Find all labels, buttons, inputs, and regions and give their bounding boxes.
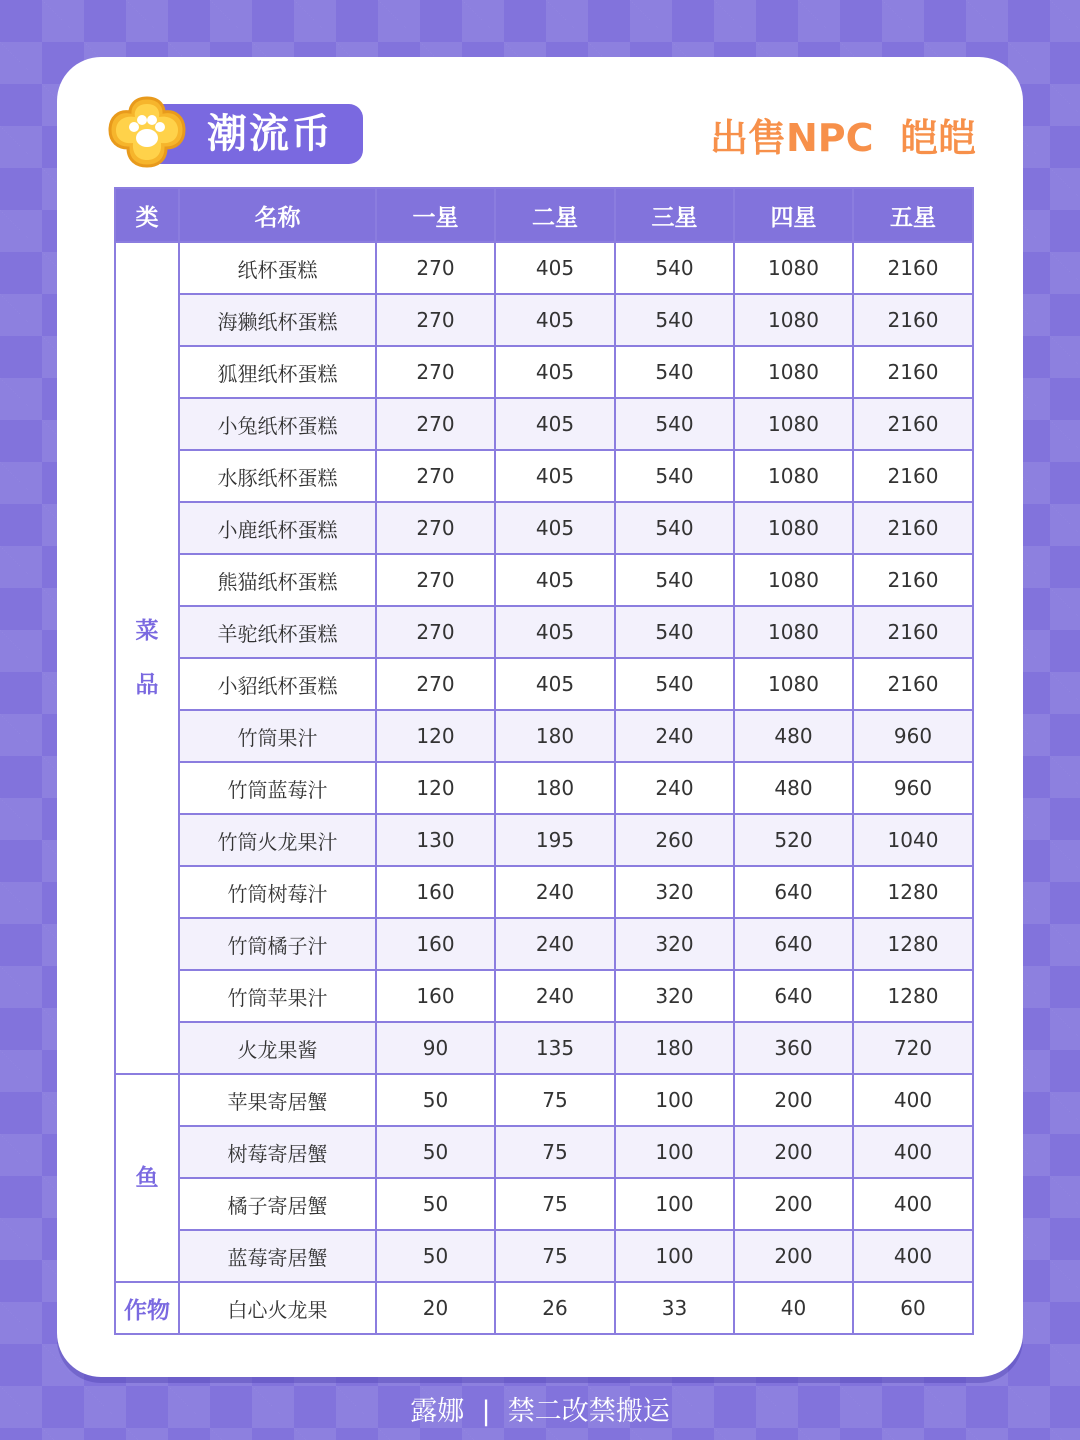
price-cell: 540 — [615, 294, 734, 346]
price-cell: 200 — [734, 1178, 853, 1230]
table-row — [115, 918, 973, 970]
item-name-cell: 熊猫纸杯蛋糕 — [179, 554, 376, 606]
price-cell: 1040 — [853, 814, 973, 866]
item-name-cell: 白心火龙果 — [179, 1282, 376, 1334]
price-cell: 1080 — [734, 346, 853, 398]
item-name-cell: 火龙果酱 — [179, 1022, 376, 1074]
item-name-cell: 水豚纸杯蛋糕 — [179, 450, 376, 502]
price-cell: 270 — [376, 502, 495, 554]
price-cell: 270 — [376, 398, 495, 450]
footer-author: 露娜 — [410, 1396, 465, 1427]
table-row — [115, 502, 973, 554]
price-cell: 100 — [615, 1178, 734, 1230]
price-cell: 400 — [853, 1230, 973, 1282]
price-cell: 100 — [615, 1230, 734, 1282]
price-cell: 20 — [376, 1282, 495, 1334]
item-name-cell: 竹筒蓝莓汁 — [179, 762, 376, 814]
footer-separator: | — [481, 1396, 491, 1427]
price-cell: 120 — [376, 762, 495, 814]
price-cell: 50 — [376, 1074, 495, 1126]
table-row — [115, 1178, 973, 1230]
price-cell: 240 — [495, 970, 615, 1022]
price-cell: 180 — [495, 710, 615, 762]
table-row — [115, 866, 973, 918]
table-row — [115, 1074, 973, 1126]
category-cell: 鱼 — [115, 1074, 179, 1282]
price-cell: 1080 — [734, 294, 853, 346]
price-cell: 320 — [615, 918, 734, 970]
table-row — [115, 1126, 973, 1178]
price-cell: 405 — [495, 554, 615, 606]
price-cell: 540 — [615, 502, 734, 554]
price-cell: 480 — [734, 762, 853, 814]
price-cell: 270 — [376, 554, 495, 606]
price-cell: 33 — [615, 1282, 734, 1334]
page-title: 潮流币 — [207, 111, 333, 157]
column-header: 三星 — [615, 188, 734, 242]
price-cell: 200 — [734, 1074, 853, 1126]
price-cell: 2160 — [853, 294, 973, 346]
table-row — [115, 294, 973, 346]
price-cell: 240 — [615, 710, 734, 762]
price-cell: 160 — [376, 866, 495, 918]
column-header: 二星 — [495, 188, 615, 242]
price-cell: 540 — [615, 554, 734, 606]
item-name-cell: 羊驼纸杯蛋糕 — [179, 606, 376, 658]
price-cell: 2160 — [853, 242, 973, 294]
price-cell: 1080 — [734, 242, 853, 294]
table-row — [115, 606, 973, 658]
price-cell: 405 — [495, 398, 615, 450]
price-cell: 540 — [615, 242, 734, 294]
price-cell: 640 — [734, 866, 853, 918]
price-cell: 405 — [495, 294, 615, 346]
item-name-cell: 竹筒树莓汁 — [179, 866, 376, 918]
column-header: 五星 — [853, 188, 973, 242]
price-cell: 26 — [495, 1282, 615, 1334]
item-name-cell: 狐狸纸杯蛋糕 — [179, 346, 376, 398]
table-row — [115, 398, 973, 450]
price-cell: 1080 — [734, 450, 853, 502]
table-row — [115, 762, 973, 814]
price-table — [114, 187, 974, 1335]
price-cell: 50 — [376, 1178, 495, 1230]
column-header: 四星 — [734, 188, 853, 242]
price-cell: 540 — [615, 398, 734, 450]
price-cell: 160 — [376, 918, 495, 970]
price-cell: 1280 — [853, 866, 973, 918]
table-row — [115, 1022, 973, 1074]
price-cell: 270 — [376, 242, 495, 294]
price-cell: 400 — [853, 1178, 973, 1230]
price-cell: 400 — [853, 1126, 973, 1178]
price-cell: 1080 — [734, 606, 853, 658]
item-name-cell: 小兔纸杯蛋糕 — [179, 398, 376, 450]
price-cell: 540 — [615, 346, 734, 398]
category-cell: 作物 — [115, 1282, 179, 1334]
price-cell: 270 — [376, 450, 495, 502]
item-name-cell: 竹筒果汁 — [179, 710, 376, 762]
price-cell: 405 — [495, 242, 615, 294]
price-cell: 405 — [495, 502, 615, 554]
footer — [0, 1390, 1080, 1434]
npc-info — [710, 110, 976, 166]
item-name-cell: 竹筒火龙果汁 — [179, 814, 376, 866]
price-cell: 180 — [495, 762, 615, 814]
price-cell: 240 — [495, 918, 615, 970]
column-header: 类 — [115, 188, 179, 242]
npc-label: 出售NPC — [709, 116, 874, 160]
price-cell: 75 — [495, 1178, 615, 1230]
price-cell: 405 — [495, 606, 615, 658]
item-name-cell: 小鹿纸杯蛋糕 — [179, 502, 376, 554]
price-cell: 75 — [495, 1230, 615, 1282]
item-name-cell: 纸杯蛋糕 — [179, 242, 376, 294]
price-cell: 720 — [853, 1022, 973, 1074]
price-cell: 40 — [734, 1282, 853, 1334]
price-cell: 270 — [376, 658, 495, 710]
npc-name: 皑皑 — [899, 116, 976, 160]
item-name-cell: 橘子寄居蟹 — [179, 1178, 376, 1230]
price-cell: 180 — [615, 1022, 734, 1074]
item-name-cell: 小貂纸杯蛋糕 — [179, 658, 376, 710]
table-row — [115, 814, 973, 866]
item-name-cell: 海獭纸杯蛋糕 — [179, 294, 376, 346]
price-cell: 200 — [734, 1230, 853, 1282]
table-header-row — [115, 188, 973, 242]
price-cell: 100 — [615, 1074, 734, 1126]
price-cell: 2160 — [853, 398, 973, 450]
price-cell: 640 — [734, 970, 853, 1022]
price-cell: 960 — [853, 762, 973, 814]
price-cell: 75 — [495, 1074, 615, 1126]
category-char: 品 — [135, 672, 159, 698]
price-cell: 540 — [615, 450, 734, 502]
table-row — [115, 1282, 973, 1334]
paw-coin-icon — [106, 94, 188, 170]
price-cell: 540 — [615, 658, 734, 710]
price-cell: 270 — [376, 346, 495, 398]
price-cell: 405 — [495, 450, 615, 502]
table-row — [115, 1230, 973, 1282]
price-cell: 1080 — [734, 502, 853, 554]
price-cell: 405 — [495, 346, 615, 398]
item-name-cell: 竹筒苹果汁 — [179, 970, 376, 1022]
price-cell: 520 — [734, 814, 853, 866]
price-cell: 50 — [376, 1126, 495, 1178]
price-cell: 2160 — [853, 450, 973, 502]
price-cell: 2160 — [853, 346, 973, 398]
price-cell: 1080 — [734, 398, 853, 450]
price-cell: 2160 — [853, 658, 973, 710]
table-row — [115, 658, 973, 710]
price-cell: 400 — [853, 1074, 973, 1126]
price-cell: 75 — [495, 1126, 615, 1178]
price-cell: 540 — [615, 606, 734, 658]
table-row — [115, 970, 973, 1022]
table-body — [115, 242, 973, 1334]
price-cell: 640 — [734, 918, 853, 970]
price-cell: 60 — [853, 1282, 973, 1334]
price-cell: 1280 — [853, 970, 973, 1022]
column-header: 名称 — [179, 188, 376, 242]
price-cell: 480 — [734, 710, 853, 762]
price-cell: 50 — [376, 1230, 495, 1282]
price-cell: 260 — [615, 814, 734, 866]
price-cell: 2160 — [853, 502, 973, 554]
price-cell: 135 — [495, 1022, 615, 1074]
price-cell: 2160 — [853, 554, 973, 606]
table-row — [115, 346, 973, 398]
category-cell — [115, 242, 179, 1074]
item-name-cell: 竹筒橘子汁 — [179, 918, 376, 970]
price-cell: 90 — [376, 1022, 495, 1074]
price-cell: 130 — [376, 814, 495, 866]
price-cell: 1080 — [734, 554, 853, 606]
category-char: 菜 — [135, 618, 159, 644]
price-cell: 2160 — [853, 606, 973, 658]
price-cell: 270 — [376, 606, 495, 658]
table-row — [115, 242, 973, 294]
price-cell: 160 — [376, 970, 495, 1022]
price-cell: 240 — [495, 866, 615, 918]
price-cell: 360 — [734, 1022, 853, 1074]
price-cell: 100 — [615, 1126, 734, 1178]
price-cell: 120 — [376, 710, 495, 762]
item-name-cell: 苹果寄居蟹 — [179, 1074, 376, 1126]
price-cell: 200 — [734, 1126, 853, 1178]
price-cell: 195 — [495, 814, 615, 866]
item-name-cell: 蓝莓寄居蟹 — [179, 1230, 376, 1282]
price-cell: 270 — [376, 294, 495, 346]
price-cell: 240 — [615, 762, 734, 814]
price-cell: 960 — [853, 710, 973, 762]
price-cell: 405 — [495, 658, 615, 710]
footer-notice: 禁二改禁搬运 — [507, 1396, 670, 1427]
item-name-cell: 树莓寄居蟹 — [179, 1126, 376, 1178]
column-header: 一星 — [376, 188, 495, 242]
table-row — [115, 554, 973, 606]
price-cell: 1080 — [734, 658, 853, 710]
price-cell: 320 — [615, 970, 734, 1022]
price-cell: 1280 — [853, 918, 973, 970]
table-row — [115, 710, 973, 762]
price-cell: 320 — [615, 866, 734, 918]
table-row — [115, 450, 973, 502]
